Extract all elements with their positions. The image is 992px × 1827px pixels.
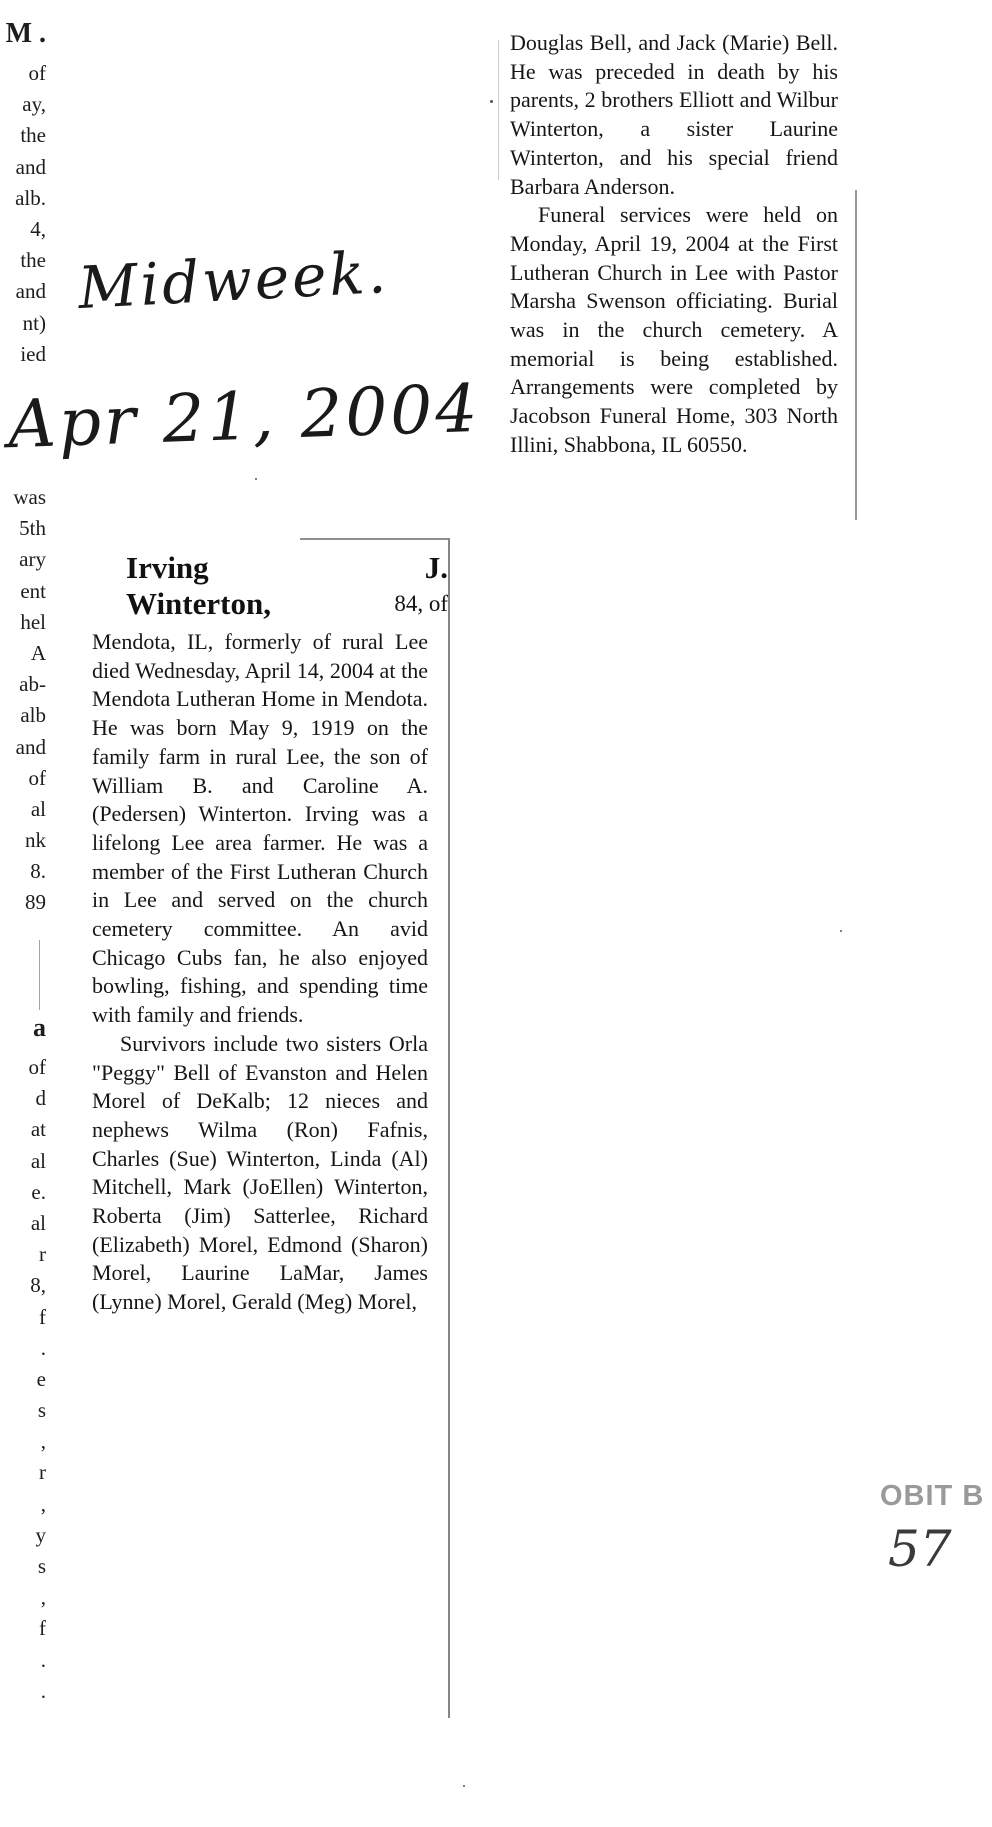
clipped-fragment-line: al xyxy=(30,1210,46,1235)
clipped-fragment-line: ary xyxy=(19,547,46,572)
name-initial: J. xyxy=(424,550,448,585)
clipped-fragment-line: al xyxy=(30,1148,46,1173)
obituary-paragraph-family: Douglas Bell, and Jack (Marie) Bell. He was preceded in death by his parents, 2 brothers Elliott and Wilbur Winterton, a sister Laurine Winterton, and his special friend Barbara Anderson. xyxy=(510,30,838,199)
archive-stamp xyxy=(880,1480,992,1600)
clipped-fragment-line: and xyxy=(15,154,46,179)
clipped-fragment-line: of xyxy=(28,765,46,790)
clipped-fragment-line: 5th xyxy=(19,516,46,541)
scan-speck xyxy=(255,478,257,480)
obituary-headline xyxy=(126,550,448,622)
clipped-fragment-line: was xyxy=(13,485,46,509)
clipped-fragment-line: ab- xyxy=(19,672,46,697)
clipped-fragment-line: ent xyxy=(20,578,46,603)
scan-speck xyxy=(840,930,842,932)
clipped-fragment-line: ied xyxy=(20,341,46,366)
clipped-fragment-line: alb xyxy=(20,703,46,728)
scan-speck xyxy=(463,1785,465,1787)
column-two-left-rule xyxy=(498,40,499,180)
clipped-fragment-line: 89 xyxy=(25,890,46,915)
clipped-fragment-line: nt) xyxy=(22,310,46,335)
obituary-paragraph-services: Funeral services were held on Monday, April 19, 2004 at the First Lutheran Church in Lee with Pastor Marsha Swenson officiating. Burial was in the church cemetery. A memorial is being established. Arrangements were completed by Jacobson Funeral Home, 303 North Illini, Shabbona, IL 60550. xyxy=(510,202,838,457)
clipped-fragment-line: . xyxy=(40,1335,46,1360)
clipped-fragment-line: of xyxy=(28,1055,46,1079)
clipped-fragment-line: s xyxy=(37,1398,46,1423)
clipped-fragment-line: at xyxy=(30,1117,46,1142)
handwritten-publication: Midweek. xyxy=(76,237,391,323)
clipped-fragment-line: f xyxy=(39,1304,46,1329)
scan-speck xyxy=(490,100,493,103)
clipping-top-rule xyxy=(300,538,448,540)
name-last: Winterton, xyxy=(126,586,271,621)
clipped-fragment-line: 8, xyxy=(30,1273,46,1298)
clipped-fragment-line: , xyxy=(40,1585,46,1610)
clipped-column-top xyxy=(15,58,46,370)
clipped-fragment-line: al xyxy=(30,796,46,821)
obituary-paragraph-survivors: Survivors include two sisters Orla "Peggy" Bell of Evanston and Helen Morel of DeKalb; 12 nieces and nephews Wilma (Ron) Fafnis, Charles (Sue) Winterton, Linda (Al) Mitchell, Mark (JoEllen) Winterton, Roberta (Jim) Satterlee, Richard (Elizabeth) Morel, Edmond (Sharon) Morel, Laurine LaMar, James (Lynne) Morel, Gerald (Meg) Morel, xyxy=(92,1030,428,1315)
age-line: 84, of xyxy=(394,591,448,616)
clipped-fragment-line: of xyxy=(28,61,46,85)
stamp-label: OBIT B xyxy=(880,1480,985,1512)
clipped-fragment-line: nk xyxy=(25,828,46,853)
clipped-column-subheading: a xyxy=(33,1013,46,1042)
obituary-paragraph-biography: Mendota, IL, formerly of rural Lee died Wednesday, April 14, 2004 at the Mendota Lutheran Home in Mendota. He was born May 9, 1919 on the family farm in rural Lee, the son of William B. and Caroline A. (Pedersen) Winterton. Irving was a lifelong Lee area farmer. He was a member of the First Lutheran Church in Lee and served on the church cemetery committee. An avid Chicago Cubs fan, he also enjoyed bowling, fishing, and spending time with family and friends. xyxy=(92,629,428,1028)
clipping-left-rule xyxy=(39,940,40,1010)
clipped-column-middle xyxy=(13,482,46,919)
clipped-fragment-line: the xyxy=(20,248,46,273)
clipped-fragment-line: . xyxy=(40,1647,46,1672)
stamp-number: 57 xyxy=(888,1520,952,1578)
clipped-fragment-line: e xyxy=(36,1366,46,1391)
handwritten-date: Apr 21, 2004 xyxy=(6,369,482,464)
clipped-fragment-line: d xyxy=(35,1086,46,1111)
clipped-fragment-line: , xyxy=(40,1491,46,1516)
clipping-right-rule xyxy=(448,538,450,1718)
clipped-fragment-line: 4, xyxy=(30,216,46,241)
clipped-fragment-line: hel xyxy=(20,609,46,634)
clipped-fragment-line: 8. xyxy=(30,859,46,884)
clipped-fragment-line: ay, xyxy=(22,92,46,117)
clipped-fragment-line: and xyxy=(15,734,46,759)
name-first: Irving xyxy=(126,550,209,585)
clipped-fragment-line: , xyxy=(40,1429,46,1454)
clipped-fragment-line: f xyxy=(39,1616,46,1641)
clipped-fragment-line: r xyxy=(39,1242,46,1267)
clipped-fragment-line: e. xyxy=(31,1179,46,1204)
clipped-fragment-line: r xyxy=(39,1460,46,1485)
clipped-column-heading: M . xyxy=(5,18,46,49)
clipped-fragment-line: . xyxy=(40,1678,46,1703)
obituary-column-one xyxy=(92,628,428,1317)
clipped-fragment-line: y xyxy=(35,1522,46,1547)
obituary-column-two xyxy=(510,29,838,460)
clipped-fragment-line: A xyxy=(30,640,46,665)
column-two-right-rule xyxy=(855,190,857,520)
clipped-fragment-line: s xyxy=(37,1554,46,1578)
clipped-column-bottom xyxy=(29,1052,47,1707)
clipped-fragment-line: alb. xyxy=(15,185,46,210)
clipped-fragment-line: and xyxy=(15,279,46,304)
clipped-fragment-line: the xyxy=(20,123,46,148)
